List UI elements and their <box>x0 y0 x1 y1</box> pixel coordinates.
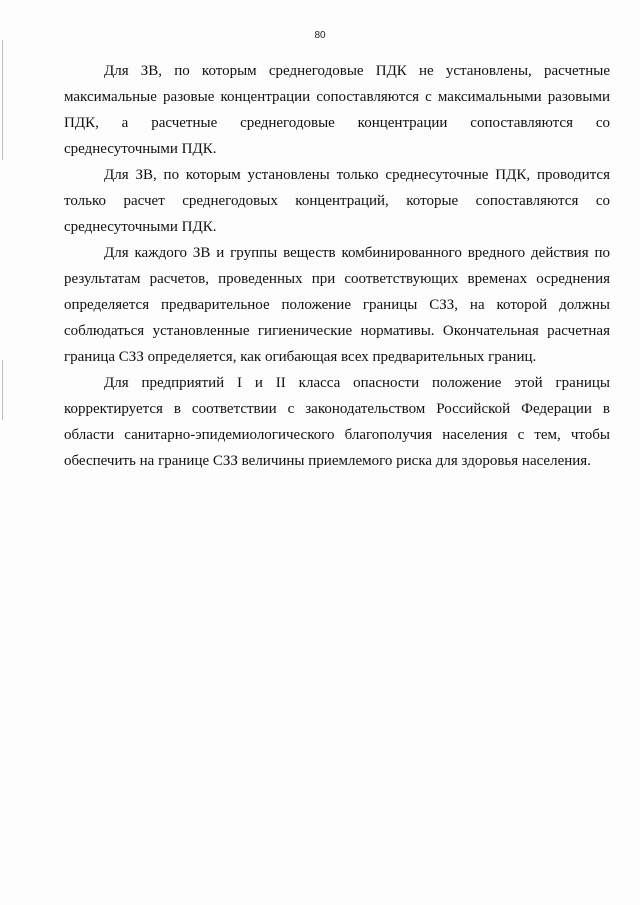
paragraph: Для каждого ЗВ и группы веществ комбинированного вредного действия по результатам расчетов, проведенных при соответствующих временах осреднения определяется предварительное положение границы СЗЗ, на которой должны соблюдаться установленные гигиенические нормативы. Окончательная расчетная граница СЗЗ определяется, как огибающая всех предварительных границ. <box>64 245 610 365</box>
page-number: 80 <box>314 30 326 41</box>
document-body <box>64 58 610 474</box>
scan-edge-mark <box>2 40 3 160</box>
paragraph: Для ЗВ, по которым среднегодовые ПДК не установлены, расчетные максимальные разовые концентрации сопоставляются с максимальными разовыми ПДК, а расчетные среднегодовые концентрации сопоставляются со среднесуточными ПДК. <box>64 63 610 157</box>
paragraph: Для ЗВ, по которым установлены только среднесуточные ПДК, проводится только расчет среднегодовых концентраций, которые сопоставляются со среднесуточными ПДК. <box>64 167 610 235</box>
paragraph: Для предприятий I и II класса опасности положение этой границы корректируется в соответствии с законодательством Российской Федерации в области санитарно-эпидемиологического благополучия населения с тем, чтобы обеспечить на границе СЗЗ величины приемлемого риска для здоровья населения. <box>64 375 610 469</box>
scan-edge-mark <box>2 360 3 420</box>
